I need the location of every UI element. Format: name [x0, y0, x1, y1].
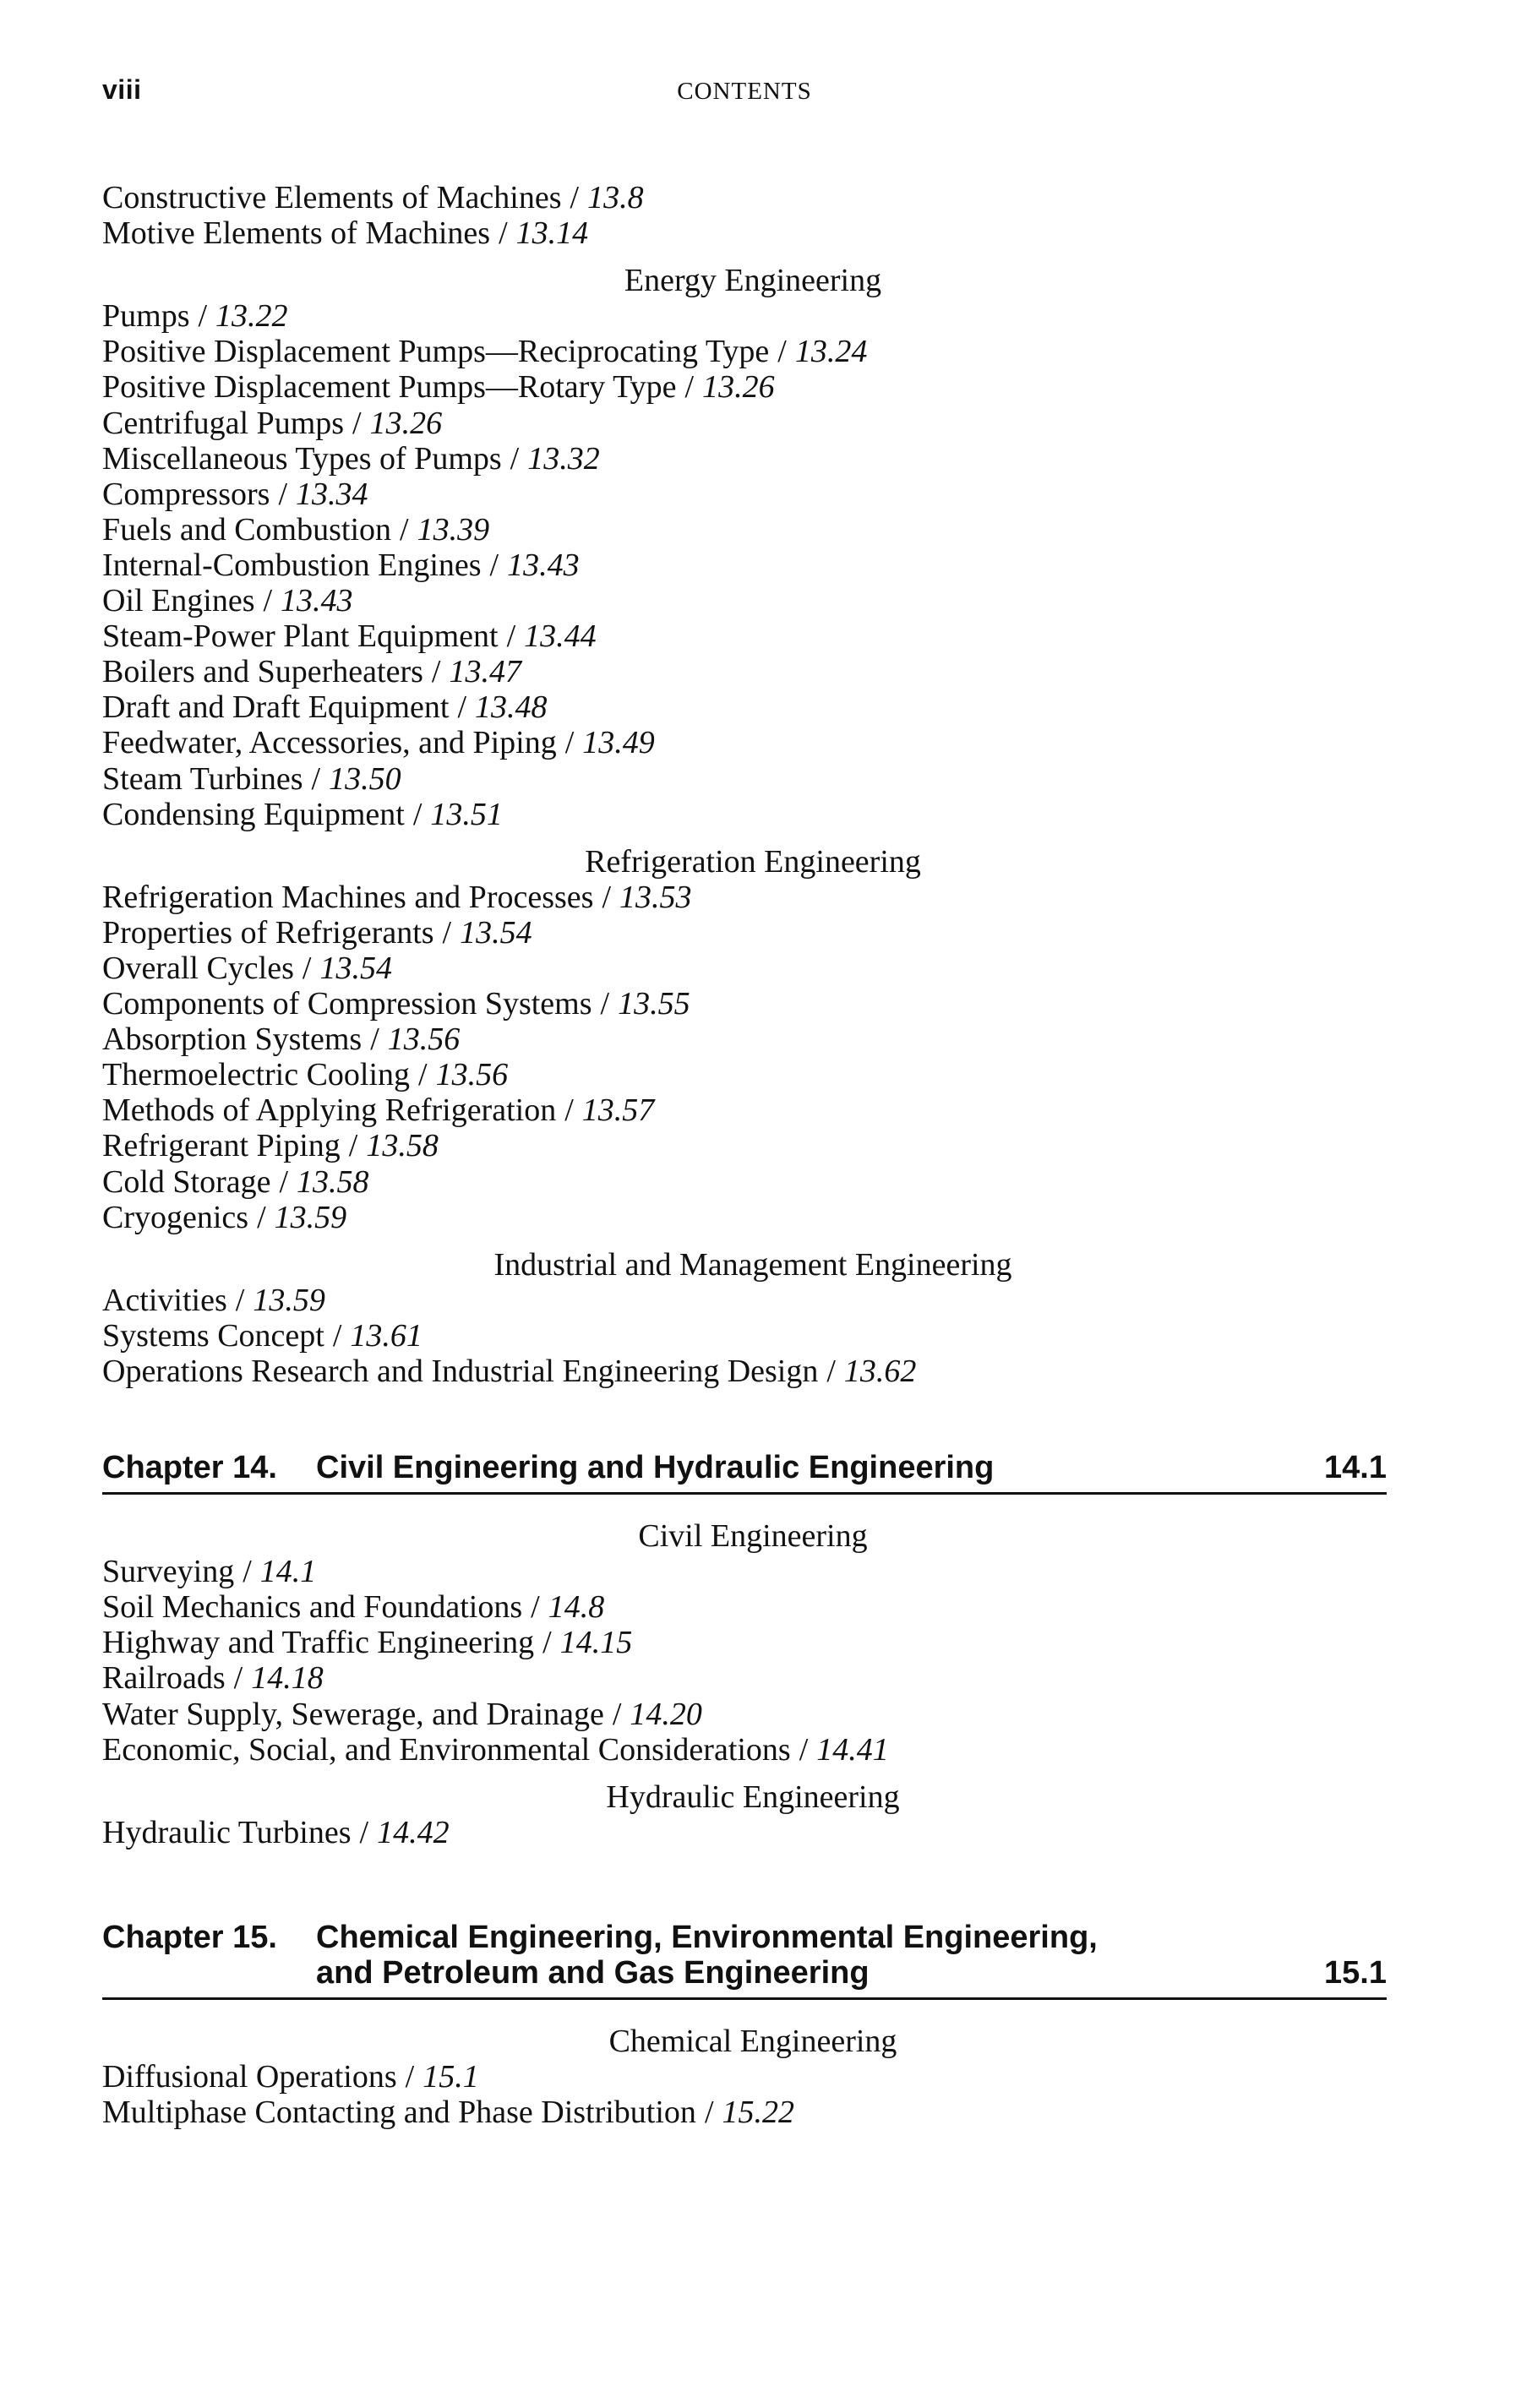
entry-page: 14.41 — [816, 1731, 889, 1768]
toc-entry: Surveying / 14.1 — [102, 1554, 317, 1590]
entry-page: 13.43 — [281, 583, 353, 619]
chapter-label: Chapter 15. — [102, 1919, 277, 1955]
entry-page: 13.50 — [329, 760, 401, 797]
chapter-15-heading — [102, 1920, 1387, 2000]
toc-entry: Components of Compression Systems / 13.55 — [102, 986, 690, 1022]
entry-page: 13.53 — [619, 879, 692, 915]
entry-page: 13.32 — [527, 440, 600, 477]
entry-title: Absorption Systems — [102, 1021, 363, 1058]
entry-title: Motive Elements of Machines — [102, 215, 491, 252]
entry-title: Pumps — [102, 298, 190, 335]
entry-page: 13.43 — [507, 547, 580, 583]
chapter-14-heading — [102, 1450, 1387, 1495]
chapter-page: 14.1 — [1324, 1450, 1387, 1486]
entry-page: 13.49 — [582, 725, 655, 761]
entry-title: Operations Research and Industrial Engineering Design — [102, 1354, 819, 1389]
entry-title: Overall Cycles — [102, 950, 294, 986]
chapter-label: Chapter 14. — [102, 1450, 277, 1486]
section-title: Hydraulic Engineering — [606, 1779, 900, 1815]
entry-page: 13.51 — [430, 796, 503, 832]
toc-entry: Miscellaneous Types of Pumps / 13.32 — [102, 440, 600, 477]
toc-entry: Draft and Draft Equipment / 13.48 — [102, 689, 548, 726]
entry-page: 13.8 — [587, 180, 644, 215]
entry-title: Hydraulic Turbines — [102, 1814, 352, 1850]
toc-entry: Multiphase Contacting and Phase Distribution / 15.22 — [102, 2095, 794, 2131]
toc-entry: Internal-Combustion Engines / 13.43 — [102, 547, 580, 583]
toc-entry: Absorption Systems / 13.56 — [102, 1021, 461, 1058]
entry-page: 13.56 — [387, 1021, 461, 1058]
toc-entry: Steam Turbines / 13.50 — [102, 760, 401, 797]
toc-entry: Refrigeration Machines and Processes / 13.53 — [102, 879, 692, 915]
entry-title: Compressors — [102, 476, 270, 512]
entry-page: 13.48 — [475, 689, 548, 726]
page-number: viii — [102, 74, 142, 105]
entry-title: Economic, Social, and Environmental Considerations — [102, 1731, 791, 1768]
page-header — [102, 74, 1387, 112]
toc-entry: Economic, Social, and Environmental Considerations / 14.41 — [102, 1731, 889, 1768]
entry-title: Systems Concept — [102, 1317, 324, 1354]
entry-page: 14.42 — [377, 1814, 450, 1850]
entry-title: Boilers and Superheaters — [102, 654, 423, 690]
entry-title: Centrifugal Pumps — [102, 405, 345, 441]
section-title: Refrigeration Engineering — [585, 843, 921, 880]
entry-page: 15.1 — [422, 2059, 479, 2095]
entry-page: 13.22 — [215, 298, 288, 335]
entry-title: Constructive Elements of Machines — [102, 180, 562, 215]
section-title: Chemical Engineering — [608, 2023, 897, 2059]
toc-entry: Centrifugal Pumps / 13.26 — [102, 405, 443, 441]
entry-page: 14.1 — [259, 1554, 317, 1590]
entry-title: Properties of Refrigerants — [102, 914, 434, 951]
toc-entry: Steam-Power Plant Equipment / 13.44 — [102, 618, 597, 655]
toc-entry: Water Supply, Sewerage, and Drainage / 14.20 — [102, 1696, 702, 1732]
entry-page: 13.47 — [449, 654, 521, 690]
entry-page: 13.59 — [274, 1199, 347, 1235]
entry-title: Activities — [102, 1282, 227, 1318]
toc-entry: Oil Engines / 13.43 — [102, 583, 353, 619]
toc-entry: Feedwater, Accessories, and Piping / 13.49 — [102, 725, 655, 761]
toc-entry: Refrigerant Piping / 13.58 — [102, 1128, 439, 1164]
entry-page: 13.26 — [702, 369, 775, 406]
entry-title: Miscellaneous Types of Pumps — [102, 440, 502, 477]
entry-page: 13.57 — [581, 1092, 655, 1129]
section-title: Industrial and Management Engineering — [493, 1246, 1012, 1283]
entry-page: 13.26 — [369, 405, 443, 441]
chapter-title: Civil Engineering and Hydraulic Engineering — [316, 1450, 995, 1486]
entry-page: 14.18 — [251, 1660, 324, 1697]
entry-title: Positive Displacement Pumps—Rotary Type — [102, 369, 677, 406]
entry-title: Steam Turbines — [102, 760, 303, 797]
entry-page: 13.39 — [417, 511, 490, 548]
entry-title: Internal-Combustion Engines — [102, 547, 482, 583]
entry-title: Surveying — [102, 1554, 235, 1590]
entry-title: Thermoelectric Cooling — [102, 1057, 411, 1093]
entry-title: Railroads — [102, 1660, 226, 1697]
entry-page: 13.24 — [794, 334, 868, 370]
toc-entry: Cryogenics / 13.59 — [102, 1199, 347, 1235]
entry-page: 13.44 — [524, 618, 597, 655]
entry-title: Refrigeration Machines and Processes — [102, 879, 594, 915]
entry-page: 13.14 — [515, 215, 589, 252]
toc-entry: Soil Mechanics and Foundations / 14.8 — [102, 1589, 605, 1626]
entry-page: 13.58 — [366, 1128, 439, 1164]
entry-title: Soil Mechanics and Foundations — [102, 1589, 523, 1626]
entry-title: Steam-Power Plant Equipment — [102, 618, 499, 655]
toc-entry: Pumps / 13.22 — [102, 298, 288, 335]
toc-entry: Highway and Traffic Engineering / 14.15 — [102, 1625, 633, 1661]
toc-entry: Railroads / 14.18 — [102, 1660, 324, 1697]
entry-page: 13.55 — [618, 986, 690, 1022]
toc-entry: Positive Displacement Pumps—Rotary Type / 13.26 — [102, 369, 775, 406]
entry-page: 13.56 — [435, 1057, 509, 1093]
toc-entry: Operations Research and Industrial Engineering Design / 13.62 — [102, 1354, 917, 1389]
entry-title: Water Supply, Sewerage, and Drainage — [102, 1696, 604, 1732]
chapter-title-line1: Chemical Engineering, Environmental Engineering, — [316, 1919, 1098, 1955]
entry-title: Diffusional Operations — [102, 2059, 397, 2095]
toc-entry: Systems Concept / 13.61 — [102, 1317, 422, 1354]
toc-entry: Compressors / 13.34 — [102, 476, 368, 512]
entry-title: Oil Engines — [102, 583, 255, 619]
entry-page: 13.34 — [296, 476, 368, 512]
entry-page: 13.58 — [297, 1163, 369, 1200]
table-of-contents — [102, 180, 1387, 2130]
toc-entry: Hydraulic Turbines / 14.42 — [102, 1814, 450, 1850]
entry-page: 13.59 — [253, 1282, 325, 1318]
entry-title: Cold Storage — [102, 1163, 271, 1200]
toc-entry: Condensing Equipment / 13.51 — [102, 796, 503, 832]
toc-entry: Boilers and Superheaters / 13.47 — [102, 654, 521, 690]
entry-page: 15.22 — [722, 2095, 794, 2131]
entry-page: 13.62 — [843, 1354, 917, 1389]
entry-title: Feedwater, Accessories, and Piping — [102, 725, 557, 761]
entry-title: Cryogenics — [102, 1199, 249, 1235]
toc-entry: Constructive Elements of Machines / 13.8 — [102, 180, 644, 215]
toc-entry: Thermoelectric Cooling / 13.56 — [102, 1057, 509, 1093]
entry-page: 14.20 — [630, 1696, 702, 1732]
entry-page: 13.54 — [319, 950, 392, 986]
entry-title: Draft and Draft Equipment — [102, 689, 450, 726]
section-title: Civil Engineering — [638, 1518, 868, 1555]
entry-page: 14.8 — [548, 1589, 605, 1626]
toc-entry: Activities / 13.59 — [102, 1282, 325, 1318]
chapter-title-line2: and Petroleum and Gas Engineering — [316, 1954, 870, 1991]
entry-title: Fuels and Combustion — [102, 511, 392, 548]
toc-entry: Cold Storage / 13.58 — [102, 1163, 369, 1200]
toc-entry: Diffusional Operations / 15.1 — [102, 2059, 479, 2095]
entry-title: Condensing Equipment — [102, 796, 405, 832]
entry-title: Refrigerant Piping — [102, 1128, 341, 1164]
section-title: Energy Engineering — [624, 263, 882, 299]
entry-title: Components of Compression Systems — [102, 986, 592, 1022]
toc-entry: Fuels and Combustion / 13.39 — [102, 511, 490, 548]
entry-title: Highway and Traffic Engineering — [102, 1625, 535, 1661]
toc-entry: Positive Displacement Pumps—Reciprocating Type / 13.24 — [102, 334, 868, 370]
entry-page: 14.15 — [559, 1625, 633, 1661]
toc-entry: Properties of Refrigerants / 13.54 — [102, 914, 532, 951]
entry-title: Positive Displacement Pumps—Reciprocating Type — [102, 334, 770, 370]
entry-page: 13.54 — [460, 914, 532, 951]
chapter-page: 15.1 — [1324, 1954, 1387, 1991]
entry-title: Multiphase Contacting and Phase Distribution — [102, 2095, 696, 2131]
toc-entry: Methods of Applying Refrigeration / 13.57 — [102, 1092, 655, 1129]
toc-entry: Overall Cycles / 13.54 — [102, 950, 392, 986]
entry-page: 13.61 — [350, 1317, 422, 1354]
entry-title: Methods of Applying Refrigeration — [102, 1092, 557, 1129]
toc-entry: Motive Elements of Machines / 13.14 — [102, 215, 589, 252]
running-head: CONTENTS — [677, 78, 812, 105]
